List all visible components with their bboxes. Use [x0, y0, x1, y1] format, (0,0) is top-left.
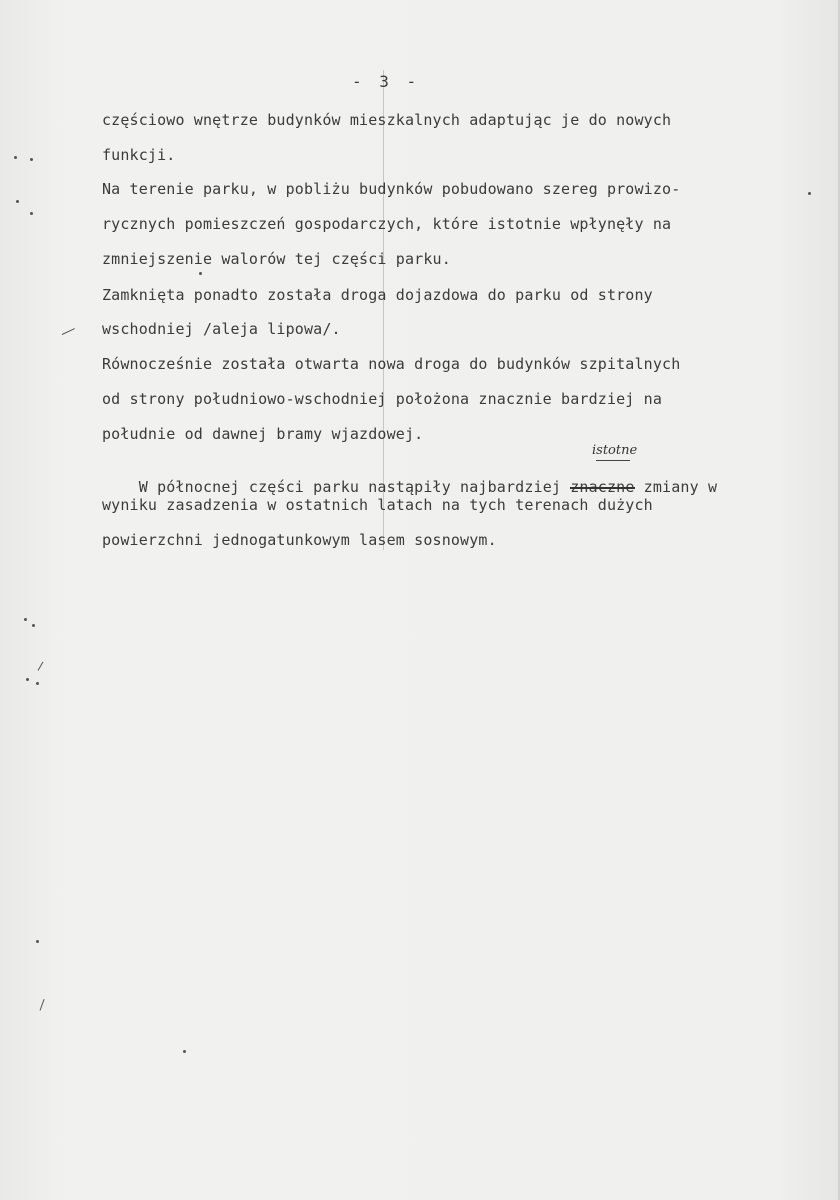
text-line-3: Na terenie parku, w pobliżu budynków pobudowano szereg prowizo-: [102, 180, 681, 198]
margin-speck: [30, 158, 33, 161]
text-line-6: Zamknięta ponadto została droga dojazdowa do parku od strony: [102, 286, 653, 304]
text-line-1: częściowo wnętrze budynków mieszkalnych adaptując je do nowych: [102, 111, 672, 129]
text-line-2: funkcji.: [102, 146, 176, 164]
margin-speck: [36, 682, 39, 685]
margin-speck: [24, 618, 27, 621]
page-speck: [183, 1050, 186, 1053]
text-line-13: powierzchni jednogatunkowym lasem sosnowym.: [102, 531, 497, 549]
margin-speck: [30, 212, 33, 215]
strike-through-mark: [570, 487, 634, 489]
text-line-7: wschodniej /aleja lipowa/.: [102, 320, 341, 338]
margin-speck: [36, 940, 39, 943]
page-speck: [199, 272, 202, 275]
margin-mark: [40, 999, 45, 1011]
page-number: - 3 -: [352, 72, 421, 91]
margin-mark: [62, 328, 75, 335]
margin-mark: [38, 662, 44, 671]
text-line-4: rycznych pomieszczeń gospodarczych, które istotnie wpłynęły na: [102, 215, 672, 233]
text-line-8: Równocześnie została otwarta nowa droga do budynków szpitalnych: [102, 355, 681, 373]
handwritten-correction: istotne: [592, 443, 638, 458]
text-line-9: od strony południowo-wschodniej położona znacznie bardziej na: [102, 390, 663, 408]
page-speck: [808, 192, 811, 195]
text-line-10: południe od dawnej bramy wjazdowej.: [102, 425, 424, 443]
correction-text-after: zmiany w: [634, 478, 718, 496]
margin-speck: [26, 678, 29, 681]
margin-speck: [16, 200, 19, 203]
correction-text-before: W północnej części parku nastąpiły najbardziej: [138, 478, 571, 496]
text-line-5: zmniejszenie walorów tej części parku.: [102, 250, 451, 268]
margin-speck: [32, 624, 35, 627]
text-line-12: wyniku zasadzenia w ostatnich latach na tych terenach dużych: [102, 496, 653, 514]
struck-out-word: znaczne: [570, 478, 635, 496]
handwritten-underline: [596, 460, 630, 461]
margin-speck: [14, 156, 17, 159]
